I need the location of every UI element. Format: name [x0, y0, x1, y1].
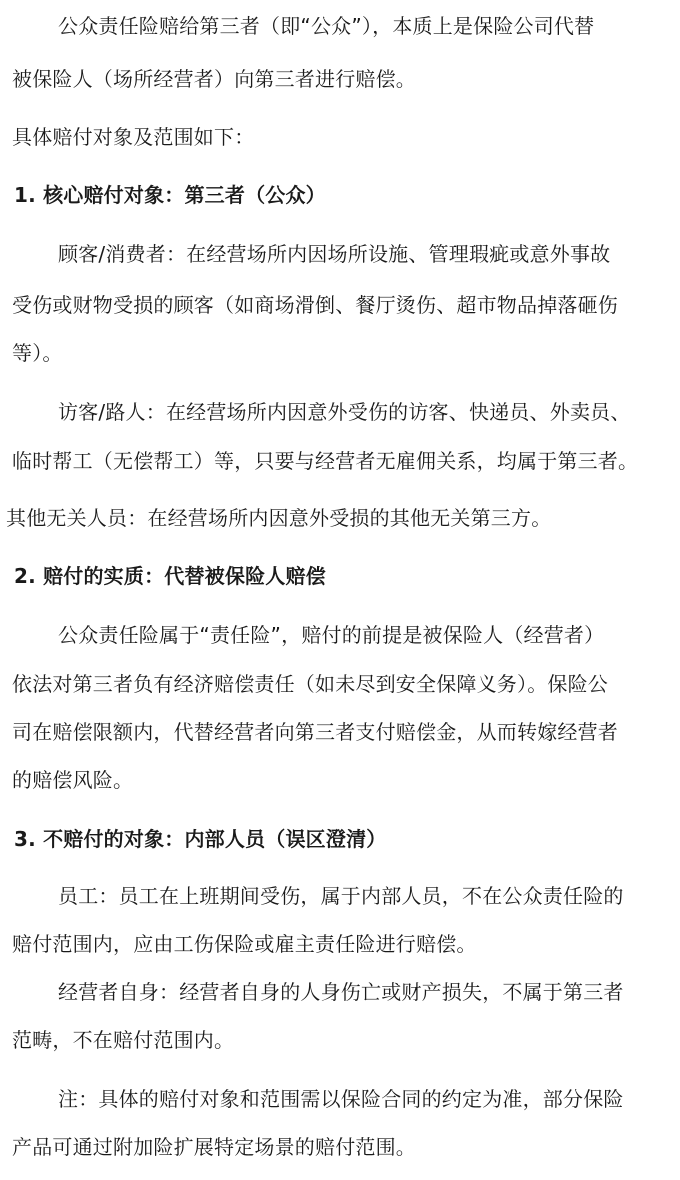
- section-1-p2-line-1: 访客/路人：在经营场所内因意外受伤的访客、快递员、外卖员、: [58, 400, 631, 424]
- section-1-p1-line-2: 受伤或财物受损的顾客（如商场滑倒、餐厅烫伤、超市物品掉落砸伤: [12, 293, 618, 317]
- section-1-heading: 1. 核心赔付对象：第三者（公众）: [14, 183, 326, 207]
- note-line-1: 注：具体的赔付对象和范围需以保险合同的约定为准，部分保险: [58, 1087, 624, 1111]
- section-3-p1-line-2: 赔付范围内，应由工伤保险或雇主责任险进行赔偿。: [12, 932, 477, 956]
- intro-line-1: 公众责任险赔给第三者（即“公众”），本质上是保险公司代替: [58, 14, 595, 38]
- section-3-p1-line-1: 员工：员工在上班期间受伤，属于内部人员，不在公众责任险的: [58, 884, 624, 908]
- section-3-p2-line-1: 经营者自身：经营者自身的人身伤亡或财产损失，不属于第三者: [58, 980, 624, 1004]
- section-2-p1-line-1: 公众责任险属于“责任险”，赔付的前提是被保险人（经营者）: [58, 623, 605, 647]
- section-1-p1-line-3: 等）。: [12, 341, 63, 365]
- section-2-heading: 2. 赔付的实质：代替被保险人赔偿: [14, 564, 326, 588]
- section-2-p1-line-2: 依法对第三者负有经济赔偿责任（如未尽到安全保障义务）。保险公: [12, 672, 608, 696]
- section-3-heading: 3. 不赔付的对象：内部人员（误区澄清）: [14, 827, 387, 851]
- section-1-p1-line-1: 顾客/消费者：在经营场所内因场所设施、管理瑕疵或意外事故: [58, 242, 611, 266]
- section-1-p3-line-1: 其他无关人员：在经营场所内因意外受损的其他无关第三方。: [6, 506, 552, 530]
- scope-intro: 具体赔付对象及范围如下：: [12, 125, 255, 149]
- section-2-p1-line-3: 司在赔偿限额内，代替经营者向第三者支付赔偿金，从而转嫁经营者: [12, 720, 618, 744]
- intro-line-2: 被保险人（场所经营者）向第三者进行赔偿。: [12, 67, 416, 91]
- section-2-p1-line-4: 的赔偿风险。: [12, 768, 134, 792]
- section-3-p2-line-2: 范畴，不在赔付范围内。: [12, 1028, 235, 1052]
- section-1-p2-line-2: 临时帮工（无偿帮工）等，只要与经营者无雇佣关系，均属于第三者。: [12, 449, 639, 473]
- note-line-2: 产品可通过附加险扩展特定场景的赔付范围。: [12, 1135, 416, 1159]
